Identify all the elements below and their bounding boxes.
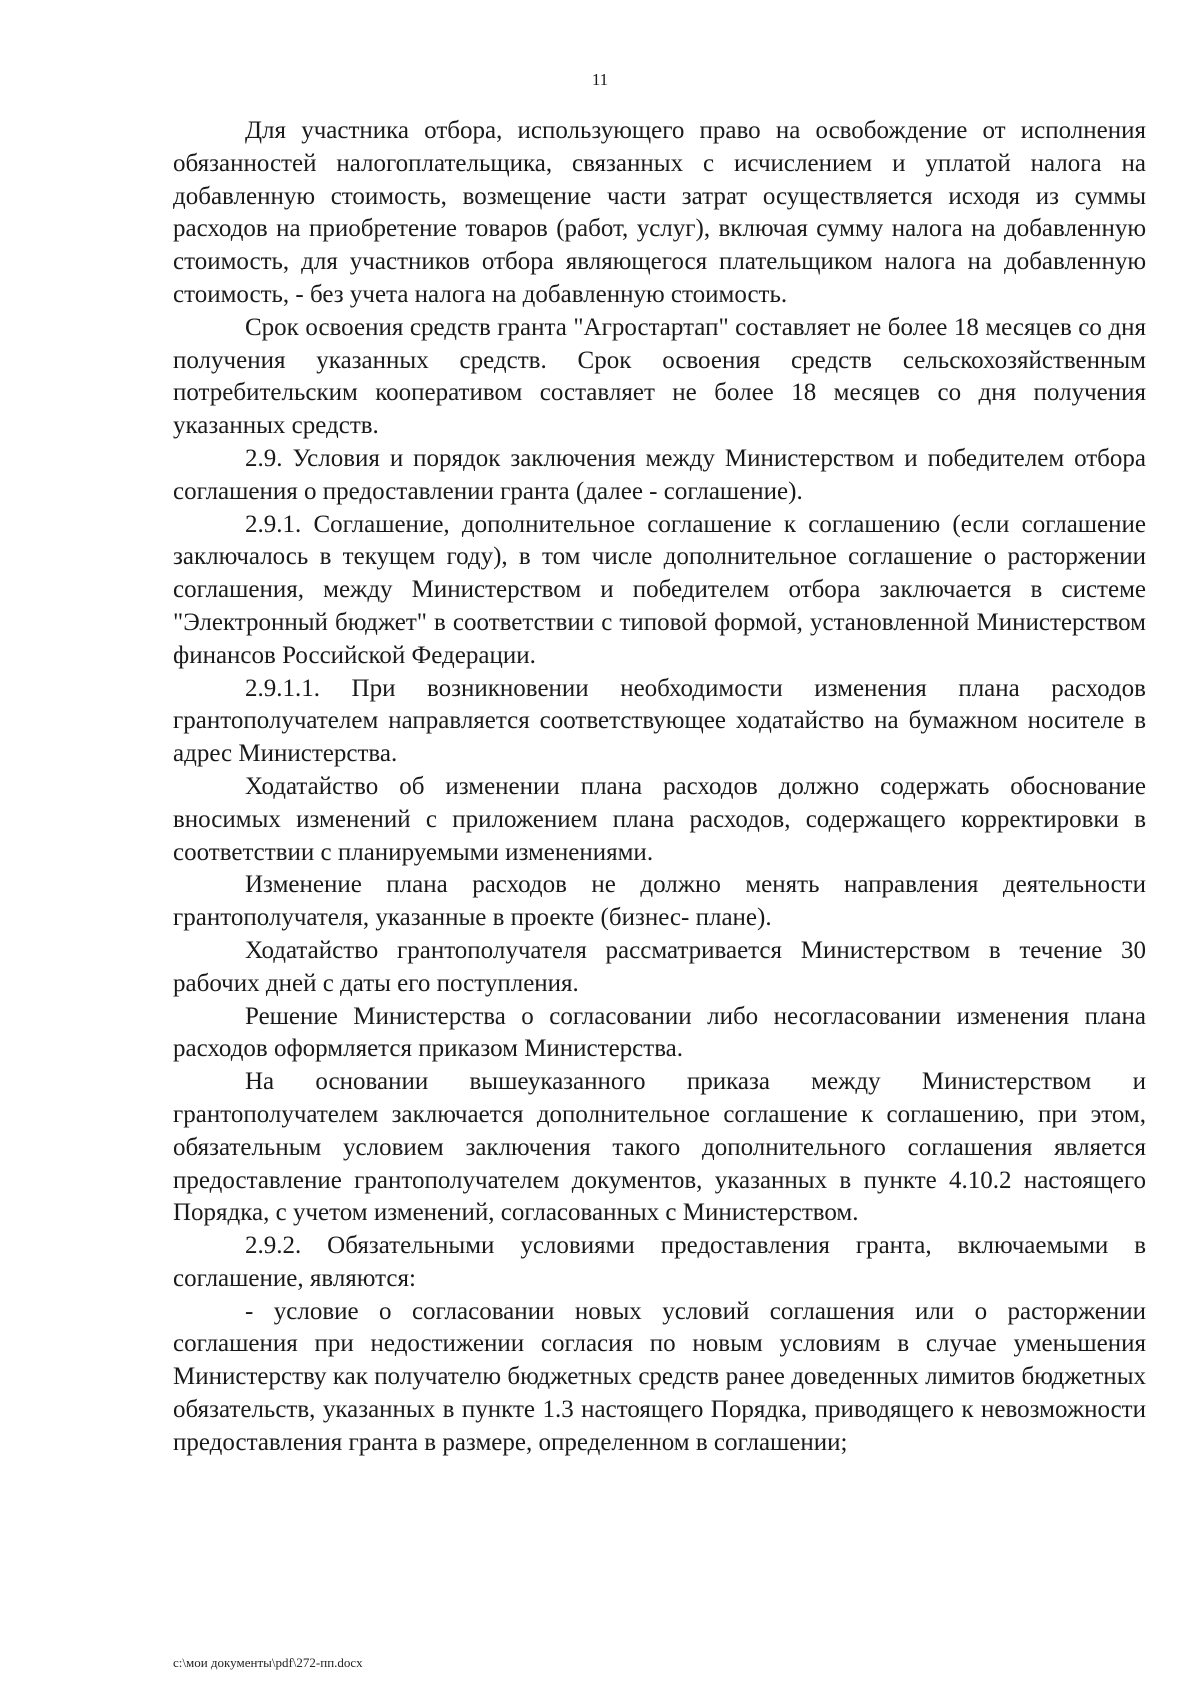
paragraph-vat-exemption: Для участника отбора, использующего право на освобождение от исполнения обязанностей налогоплательщика, связанных с исчислением и уплатой налога на добавленную стоимость, возмещение части затрат осуществляется исходя из суммы расходов на приобретение товаров (работ, услуг), включая сумму налога на добавленную стоимость, для участников отбора являющегося плательщиком налога на добавленную стоимость, - без учета налога на добавленную стоимость. (173, 117, 1146, 308)
paragraph-grant-term: Срок освоения средств гранта "Агростартап" составляет не более 18 месяцев со дня получения указанных средств. Срок освоения средств сельскохозяйственным потребительским кооперативом составляет не более 18 месяцев со дня получения указанных средств. (173, 313, 1146, 440)
paragraph-2-9: 2.9. Условия и порядок заключения между Министерством и победителем отбора соглашения о предоставлении гранта (далее - соглашение). (173, 444, 1146, 505)
page-number: 11 (591, 70, 609, 89)
paragraph-ministry-decision: Решение Министерства о согласовании либо несогласовании изменения плана расходов оформляется приказом Министерства. (173, 1002, 1146, 1063)
footer-file-path: c:\мои документы\pdf\272-пп.docx (173, 1655, 363, 1670)
document-body (173, 115, 1146, 1460)
paragraph-petition-review: Ходатайство грантополучателя рассматривается Министерством в течение 30 рабочих дней с даты его поступления. (173, 936, 1146, 997)
paragraph-2-9-1: 2.9.1. Соглашение, дополнительное соглашение к соглашению (если соглашение заключалось в текущем году), в том числе дополнительное соглашение о расторжении соглашения, между Министерством и победителем отбора заключается в системе "Электронный бюджет" в соответствии с типовой формой, установленной Министерством финансов Российской Федерации. (173, 510, 1146, 669)
paragraph-additional-agreement: На основании вышеуказанного приказа между Министерством и грантополучателем заключается дополнительное соглашение к соглашению, при этом, обязательным условием заключения такого дополнительного соглашения является предоставление грантополучателем документов, указанных в пункте 4.10.2 настоящего Порядка, с учетом изменений, согласованных с Министерством. (173, 1068, 1146, 1227)
paragraph-2-9-1-1: 2.9.1.1. При возникновении необходимости изменения плана расходов грантополучателем направляется соответствующее ходатайство на бумажном носителе в адрес Министерства. (173, 674, 1146, 768)
paragraph-2-9-2: 2.9.2. Обязательными условиями предоставления гранта, включаемыми в соглашение, являются: (173, 1232, 1146, 1292)
paragraph-plan-change: Изменение плана расходов не должно менять направления деятельности грантополучателя, указанные в проекте (бизнес- плане). (173, 871, 1146, 932)
paragraph-petition-content: Ходатайство об изменении плана расходов должно содержать обоснование вносимых изменений с приложением плана расходов, содержащего корректировки в соответствии с планируемыми изменениями. (173, 772, 1146, 866)
paragraph-condition-limits: - условие о согласовании новых условий соглашения или о расторжении соглашения при недостижении согласия по новым условиям в случае уменьшения Министерству как получателю бюджетных средств ранее доведенных лимитов бюджетных обязательств, указанных в пункте 1.3 настоящего Порядка, приводящего к невозможности предоставления гранта в размере, определенном в соглашении; (173, 1297, 1146, 1456)
